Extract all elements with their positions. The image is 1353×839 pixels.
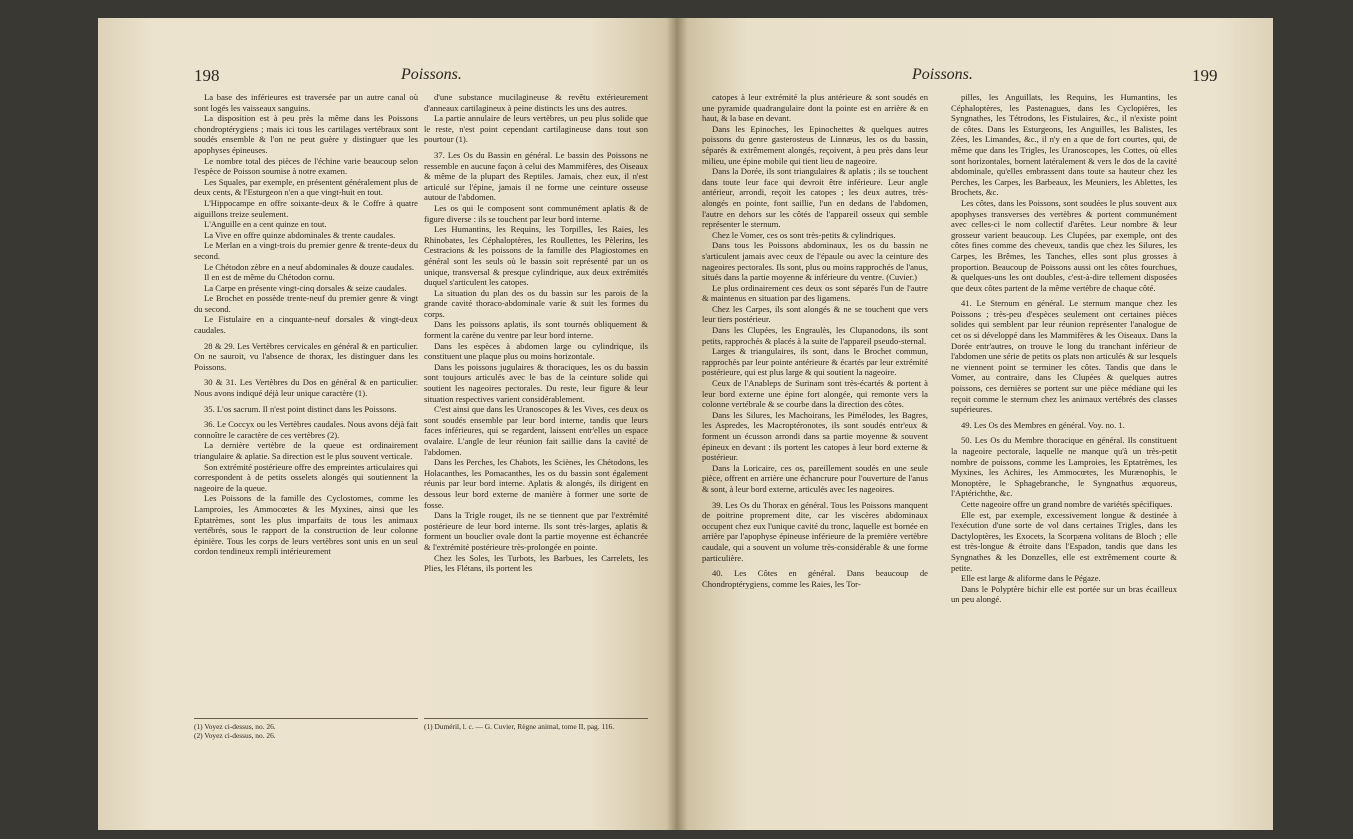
paragraph: 41. Le Sternum en général. Le sternum manque chez les Poissons ; très-peu d'espèces seulement ont certaines pièces solides qui semblent par leur réunion représenter l'analogue de cet os si développé dans les Mammifères & les Oiseaux. Dans la Dorée entr'autres, on trouve le long du tranchant inférieur de l'abdomen une série de petits os plats non articulés & sur lesquels ne viennent point se terminer les côtes. Tandis que dans le Vomer, au contraire, dans les Clupées & quelques autres poissons, ces dernières se portent sur une pièce médiane qui les reçoit comme le sternum chez les animaux vertébrés des classes supérieures. bbox=[951, 298, 1177, 415]
right-page-number: 199 bbox=[1192, 66, 1218, 85]
paragraph: Chez le Vomer, ces os sont très-petits & cylindriques. bbox=[712, 229, 896, 240]
paragraph: Dans la Loricaire, ces os, pareillement soudés en une seule pièce, offrent en arrière une échancrure pour l'ouverture de l'anus & sont, à leur bord externe, articulés avec les nageoires. bbox=[702, 462, 928, 494]
paragraph: Le plus ordinairement ces deux os sont séparés l'un de l'autre & maintenus en situation par des ligamens. bbox=[702, 282, 928, 304]
paragraph: Dans les Epinoches, les Epinochettes & quelques autres poissons du genre gasterosteus de Linnæus, les os du bassin, séparés & extrêmement alongés, reçoivent, à peu près dans leur milieu, une épine mobile qui tient lieu de nageoire. bbox=[702, 123, 928, 166]
paragraph: Son extrémité postérieure offre des empreintes articulaires qui correspondent à de petits osselets alongés qui soutiennent la nageoire de la queue. bbox=[194, 461, 418, 493]
left-column-1-footnotes bbox=[194, 718, 418, 740]
right-page bbox=[676, 18, 1273, 830]
paragraph: Larges & triangulaires, ils sont, dans le Brochet commun, rapprochés par leur pointe antérieure & écartés par leur extrémité postérieure, qui est plus large & qui soutient la nageoire. bbox=[702, 346, 928, 378]
paragraph: Ceux de l'Anableps de Surinam sont très-écartés & portent à leur bord externe une épine fort alongée, qui remonte vers la colonne vertébrale & se courbe dans la direction des côtes. bbox=[702, 378, 928, 410]
paragraph: 39. Les Os du Thorax en général. Tous les Poissons manquent de poitrine proprement dite, car les viscères abdominaux occupent chez eux l'unique cavité du tronc, laquelle est bornée en arrière par l'apophyse épineuse inférieure de la première vertèbre caudale, qui a souvent un volume très-considérable & une forme particulière. bbox=[702, 499, 928, 563]
paragraph: Le Merlan en a vingt-trois du premier genre & trente-deux du second. bbox=[194, 240, 418, 261]
paragraph: Dans les espèces à abdomen large ou cylindrique, ils constituent une plaque plus ou moins horizontale. bbox=[424, 340, 648, 362]
paragraph: La dernière vertèbre de la queue est ordinairement triangulaire & aplatie. Sa direction est le plus souvent verticale. bbox=[194, 440, 418, 461]
paragraph: Elle est large & aliforme dans le Pégaze. bbox=[961, 573, 1101, 584]
paragraph: La situation du plan des os du bassin sur les parois de la grande cavité thoraco-abdominale varie & suit les formes du corps. bbox=[424, 287, 648, 319]
paragraph: Les Squales, par exemple, en présentent généralement plus de deux cents, & l'Esturgeon n'en a que vingt-huit en tout. bbox=[194, 176, 418, 198]
paragraph: La Carpe en présente vingt-cinq dorsales & seize caudales. bbox=[204, 282, 407, 293]
book-gutter bbox=[666, 18, 688, 830]
paragraph: La disposition est à peu près la même dans les Poissons chondroptérygiens ; mais ici tous les cartilages vertébraux sont soudés ensemble & l'on ne peut guère y distinguer que les apophyses épineuses. bbox=[194, 113, 418, 155]
footnote: (1) Voyez ci-dessus, no. 26. bbox=[194, 722, 276, 731]
paragraph: Dans la Trigle rouget, ils ne se tiennent que par l'extrémité postérieure de leur bord interne. Ils sont très-larges, aplatis & forment un bouclier ovale dont la partie moyenne est échancrée & l'extrémité postérieure très-prolongée en pointe. bbox=[424, 510, 648, 552]
paragraph: catopes à leur extrémité la plus antérieure & sont soudés en une pyramide quadrangulaire dont la pointe est en arrière & en haut, & la base en devant. bbox=[702, 92, 928, 124]
paragraph: La base des inférieures est traversée par un autre canal où sont logés les vaisseaux sanguins. bbox=[194, 92, 418, 113]
paragraph: C'est ainsi que dans les Uranoscopes & les Vives, ces deux os sont soudés ensemble par leur bord interne, tandis que leurs faces inférieures, qui se regardent, laissent entr'elles un espace ovalaire. L'angle de leur réunion fait saillie dans la cavité de l'abdomen. bbox=[424, 404, 648, 457]
left-column-2 bbox=[424, 92, 648, 574]
paragraph: Chez les Carpes, ils sont alongés & ne se touchent que vers leur tiers postérieur. bbox=[702, 303, 928, 325]
footnote: (2) Voyez ci-dessus, no. 26. bbox=[194, 731, 276, 740]
paragraph: Chez les Soles, les Turbots, les Barbues, les Carrelets, les Plies, les Flétans, ils portent les bbox=[424, 552, 648, 574]
paragraph: 40. Les Côtes en général. Dans beaucoup de Chondroptérygiens, comme les Raies, les Tor- bbox=[702, 568, 928, 589]
paragraph: 28 & 29. Les Vertèbres cervicales en général & en particulier. On ne sauroit, vu l'absence de thorax, les distinguer dans les Poissons. bbox=[194, 340, 418, 372]
paragraph: Dans les Silures, les Machoirans, les Pimélodes, les Bagres, les Aspredes, les Macroptéronotes, ils sont soudés entr'eux & forment un écusson arrondi dans sa partie moyenne & souvent épineux en devant : ils portent les catopes à leur bord externe & postérieur. bbox=[702, 409, 928, 463]
paragraph: 49. Les Os des Membres en général. Voy. no. 1. bbox=[961, 419, 1125, 430]
footnote: (1) Duméril, l. c. — G. Cuvier, Règne animal, tome II, pag. 116. bbox=[424, 722, 615, 731]
paragraph: Les côtes, dans les Poissons, sont soudées le plus souvent aux apophyses transverses des vertèbres & portent communément avec celles-ci le nom collectif d'arêtes. Leur nombre & leur grosseur varient beaucoup. Les Clupées, par exemple, ont des côtes fines comme des cheveux, tandis que chez les Silures, les Carpes, les Brêmes, les Tanches, elles sont plus grosses à proportion. Beaucoup de Poissons aussi ont les côtes fourchues, & quelques-uns les ont doubles, c'est-à-dire tellement disposées que deux côtes partent de la même vertèbre de chaque côté. bbox=[951, 197, 1177, 293]
paragraph: Dans tous les Poissons abdominaux, les os du bassin ne s'articulent jamais avec ceux de l'épaule ou avec la ceinture des nageoires pectorales. Ils sont, plus ou moins rapprochés de l'anus, situés dans la partie moyenne & inférieure du ventre. (Cuvier.) bbox=[702, 240, 928, 283]
left-column-1 bbox=[194, 92, 418, 557]
paragraph: Il en est de même du Chétodon cornu. bbox=[204, 272, 335, 283]
paragraph: Le Fistulaire en a cinquante-neuf dorsales & vingt-deux caudales. bbox=[194, 314, 418, 336]
paragraph: 36. Le Coccyx ou les Vertèbres caudales. Nous avons déjà fait connoître le caractère de ces vertèbres (2). bbox=[194, 419, 418, 440]
paragraph: Dans les poissons aplatis, ils sont tournés obliquement & forment la carène du ventre par leur bord interne. bbox=[424, 319, 648, 341]
paragraph: Dans la Dorée, ils sont triangulaires & aplatis ; ils se touchent dans toute leur face qui devroit être inférieure. Leur angle antérieur, arrondi, reçoit les catopes ; les deux autres, très-alongés en pointe, font saillie, l'un en dedans de l'abdomen, l'autre en dehors sur les côtés de l'appareil osseux qui semble représenter le sternum. bbox=[702, 166, 928, 230]
paragraph: Les Poissons de la famille des Cyclostomes, comme les Lamproies, les Ammocœtes & les Myxines, ainsi que les Eptatrèmes, sont les plus imparfaits de tous les animaux vertébrés, sous le rapport de la construction de leur colonne épinière. Tous les corps de leurs vertèbres sont unis en un seul cordon tendineux rempli intérieurement bbox=[194, 493, 418, 557]
paragraph: 35. L'os sacrum. Il n'est point distinct dans les Poissons. bbox=[204, 403, 397, 414]
paragraph: Les os qui le composent sont communément aplatis & de figure diverse : ils se touchent par leur bord interne. bbox=[424, 202, 648, 224]
paragraph: 37. Les Os du Bassin en général. Le bassin des Poissons ne ressemble en aucune façon à celui des Mammifères, des Oiseaux & même de la plupart des Reptiles. Jamais, chez eux, il n'est articulé sur l'épine, jamais il ne forme une ceinture osseuse autour de l'abdomen. bbox=[424, 149, 648, 203]
paragraph: Le Brochet en possède trente-neuf du premier genre & vingt du second. bbox=[194, 293, 418, 314]
paragraph: Dans les poissons jugulaires & thoraciques, les os du bassin sont toujours articulés avec le bas de la ceinture solide qui soutient les nageoires pectorales. Du reste, leur figure & leur situation respectives varient considérablement. bbox=[424, 361, 648, 404]
paragraph: Dans les Perches, les Chabots, les Sciènes, les Chétodons, les Holacanthes, les Pomacanthes, les os du bassin sont également réunis par leur bord interne. Aplatis & alongés, ils dirigent en dessous leur bord externe de manière à former une sorte de fosse. bbox=[424, 457, 648, 510]
paragraph: pilles, les Anguillats, les Requins, les Humantins, les Céphaloptères, les Pastenagues, dans les Cyclopières, les Syngnathes, les Tétrodons, les Fistulaires, &c., il n'existe point de côtes. Dans les Esturgeons, les Anguilles, les Balistes, les Zées, les Limandes, &c., il n'y en a que de fort courtes, qui, de même que dans les Trigles, les Uranoscopes, les Cottes, où elles sont horizontales, bornent latéralement & vers le dos de la cavité abdominale, qu'elles embrassent dans toute sa hauteur chez les Perches, les Carpes, les Barbeaux, les Meuniers, les Ablettes, les Brochets, &c. bbox=[951, 92, 1177, 198]
paragraph: La partie annulaire de leurs vertèbres, un peu plus solide que le reste, n'est point cependant cartilagineuse dans tout son pourtour (1). bbox=[424, 113, 648, 145]
paragraph: L'Anguille en a cent quinze en tout. bbox=[204, 219, 327, 230]
paragraph: 50. Les Os du Membre thoracique en général. Ils constituent la nageoire pectorale, laquelle ne manque qu'à un très-petit nombre de poissons, comme les Lamproies, les Eptatrèmes, les Myxines, les Achires, les Ammocœtes, les Murænophis, le Monoptère, le Sphagebranche, le Syngnathus æquoreus, l'Aptérichthe, &c. bbox=[951, 435, 1177, 499]
paragraph: L'Hippocampe en offre soixante-deux & le Coffre à quatre aiguillons treize seulement. bbox=[194, 197, 418, 219]
right-running-title: Poissons. bbox=[912, 66, 973, 83]
left-page bbox=[98, 18, 676, 830]
left-running-title: Poissons. bbox=[401, 66, 462, 83]
paragraph: d'une substance mucilagineuse & revêtu extérieurement d'anneaux cartilagineux à peine distincts les uns des autres. bbox=[424, 92, 648, 113]
paragraph: Dans le Polyptère bichir elle est portée sur un bras écailleux un peu alongé. bbox=[951, 583, 1177, 605]
book-spread bbox=[98, 18, 1273, 833]
paragraph: Cette nageoire offre un grand nombre de variétés spécifiques. bbox=[961, 498, 1173, 509]
right-column-2 bbox=[951, 92, 1177, 605]
paragraph: Les Humantins, les Requins, les Torpilles, les Raies, les Rhinobates, les Céphaloptères, les Roullettes, les Pèlerins, les Cestracions & les poissons de la famille des Plagiostomes en général sont les seuls où le bassin soit représenté par un os unique, transversal & presque cylindrique, aux deux extrémités duquel s'articulent les catopes. bbox=[424, 224, 648, 288]
paragraph: Dans les Clupées, les Engraulès, les Clupanodons, ils sont petits, rapprochés & placés à la suite de l'appareil pseudo-sternal. bbox=[702, 325, 928, 346]
paragraph: Le Chétodon zèbre en a neuf abdominales & douze caudales. bbox=[204, 261, 414, 272]
paragraph: Elle est, par exemple, excessivement longue & destinée à l'exécution d'une sorte de vol dans certaines Trigles, dans les Dactyloptères, les Exocets, la Scorpæna volitans de Bloch ; elle est très-longue & étroite dans l'Espadon, tandis que dans les Syngnathes & les Donzelles, elle est extrêmement courte & petite. bbox=[951, 509, 1177, 573]
paragraph: Le nombre total des pièces de l'échine varie beaucoup selon l'espèce de Poisson soumise à notre examen. bbox=[194, 155, 418, 177]
paragraph: 30 & 31. Les Vertèbres du Dos en général & en particulier. Nous avons indiqué déjà leur unique caractère (1). bbox=[194, 377, 418, 399]
left-page-number: 198 bbox=[194, 66, 220, 85]
right-column-1 bbox=[702, 92, 928, 589]
paragraph: La Vive en offre quinze abdominales & trente caudales. bbox=[204, 229, 396, 240]
left-column-2-footnotes bbox=[424, 718, 648, 731]
